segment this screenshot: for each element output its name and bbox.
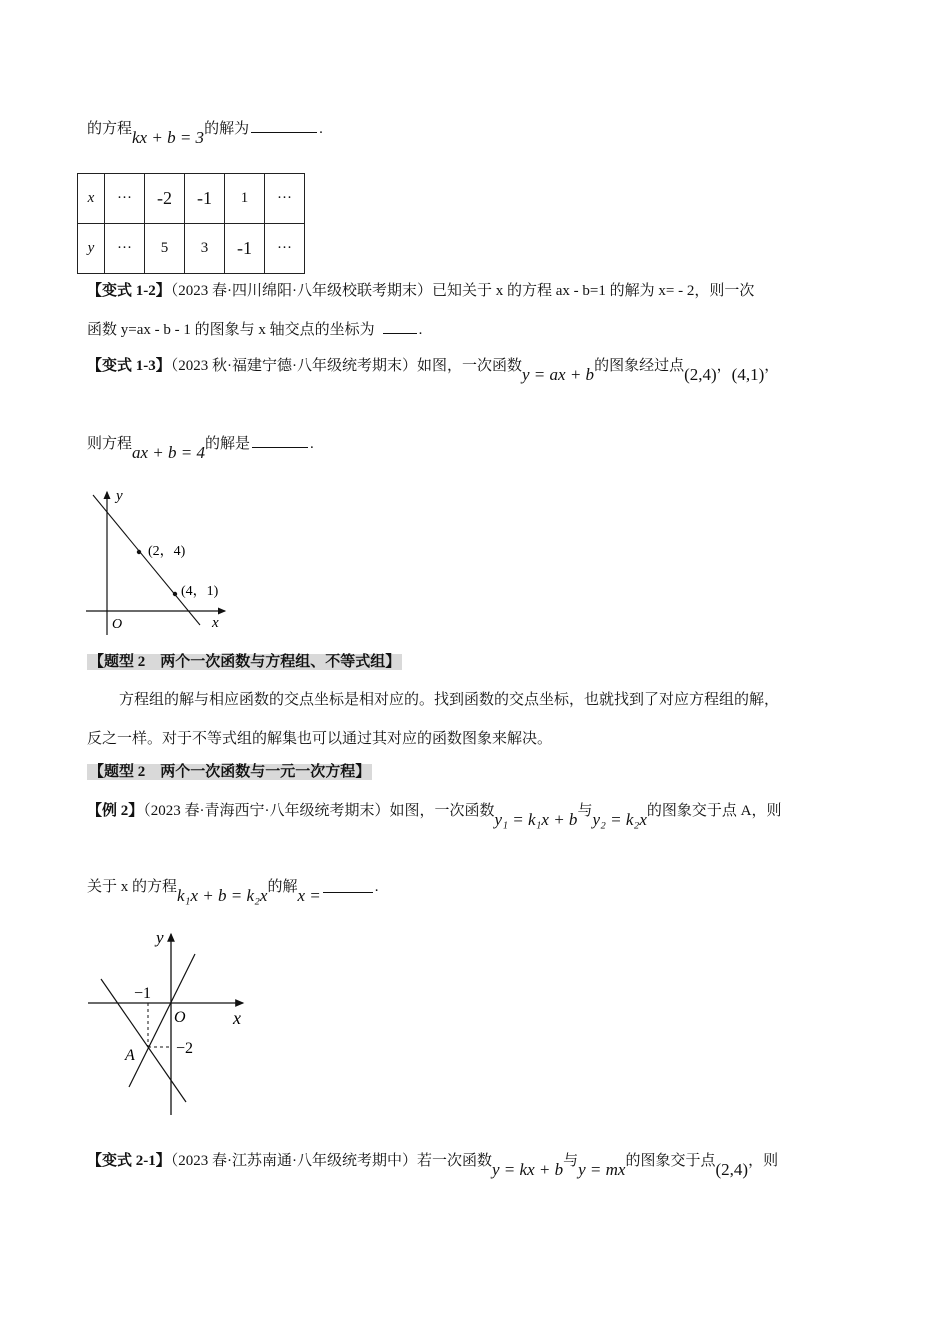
x-axis-label: x [233,1008,241,1028]
row-label: x [78,174,105,224]
equation: ax + b = 4 [132,443,206,462]
answer-blank[interactable] [251,131,317,133]
question-tag: 【例 2】 [87,803,144,819]
question-text: 的解 [267,879,298,895]
separator: ， [764,358,780,374]
answer-blank[interactable] [383,332,417,334]
equation: k₁x + b = k₂x [177,886,268,905]
variant-1-2-line-2 [87,320,422,340]
question-tag: 【变式 1-2】 [87,283,171,299]
variant-1-3-line-2 [87,433,314,462]
variant-2-1-line-1 [87,1150,779,1179]
point-label-4-1: (4，1) [181,584,219,599]
function-expression: y = ax + b [522,365,595,384]
conjunction: 与 [563,1153,579,1169]
question-text: 如图，一次函数 [417,358,523,374]
table-row-y [78,224,305,274]
xy-value-table [77,173,305,274]
answer-blank[interactable] [252,446,308,448]
point-2-4 [137,550,141,554]
function-line [93,495,200,625]
point-2: (4,1) [731,365,765,384]
question-text: ，则 [748,1153,779,1169]
period: . [374,879,379,895]
point-1: (2,4) [684,365,717,384]
figure-line-through-points [80,480,250,640]
function-2: y₂ = k₂x [592,810,647,829]
table-cell: -2 [145,174,185,224]
intersection-point: (2,4) [715,1160,749,1179]
separator: ， [716,358,732,374]
table-cell: 1 [225,174,265,224]
question-text: 如图，一次函数 [389,803,495,819]
question-source: （2023 春·江苏南通·八年级统考期中） [170,1153,417,1169]
question-text: 则方程 [87,436,133,452]
table-cell: 5 [145,224,185,274]
figure-intersecting-lines [80,920,260,1120]
paragraph-text: 反之一样。对于不等式组的解集也可以通过其对应的函数图象来解决。 [87,731,553,747]
period: . [310,436,314,452]
y-axis-label: y [116,488,123,504]
y-axis-label: y [156,928,164,947]
origin-label: O [112,617,123,632]
table-cell: ··· [105,224,145,274]
question-1-tail [87,118,323,147]
table-cell: -1 [225,224,265,274]
origin-label: O [174,1009,186,1026]
table-row-x [78,174,305,224]
x-tick-label: −1 [134,985,152,1002]
section-heading-2a [87,652,402,672]
question-text: 若一次函数 [417,1153,493,1169]
question-tag: 【变式 1-3】 [87,358,171,374]
question-text: 的图象经过点 [594,358,685,374]
section-paragraph-line-1 [119,690,779,710]
table-cell: ··· [105,174,145,224]
section-paragraph-line-2 [87,729,552,749]
table-cell: 3 [185,224,225,274]
intersection-label: A [125,1047,135,1064]
example-2-line-1 [87,800,782,829]
variant-1-3-line-1 [87,355,780,384]
function-1: y = kx + b [492,1160,564,1179]
section-title: 【题型 2 两个一次函数与一元一次方程】 [89,764,371,780]
question-text: 函数 y=ax - b - 1 的图象与 x 轴交点的坐标为 [87,322,375,338]
period: . [319,121,323,137]
table-cell: -1 [185,174,225,224]
point-4-1 [173,592,177,596]
question-source: （2023 春·四川绵阳·八年级校联考期末） [170,283,432,299]
text-suffix: 的解为 [204,121,250,137]
x-axis-label: x [212,615,219,631]
equation: kx + b = 3 [132,128,205,147]
table-cell: ··· [265,224,305,274]
y-tick-label: −2 [176,1040,194,1057]
question-text: 已知关于 x 的方程 ax - b=1 的解为 x= - 2，则一次 [432,283,755,299]
question-source: （2023 秋·福建宁德·八年级统考期末） [170,358,417,374]
function-2: y = mx [578,1160,626,1179]
question-text: 的解是 [205,436,251,452]
period: . [418,322,423,338]
paragraph-text: 方程组的解与相应函数的交点坐标是相对应的。找到函数的交点坐标，也就找到了对应方程组的解， [119,692,780,708]
answer-prefix: x = [297,886,321,905]
section-heading-2b [87,762,372,782]
conjunction: 与 [577,803,593,819]
question-text: 的图象交于点 [625,1153,716,1169]
question-text: 关于 x 的方程 [87,879,178,895]
table-cell: ··· [265,174,305,224]
function-1: y₁ = k₁x + b [494,810,578,829]
example-2-line-2 [87,876,379,905]
answer-blank[interactable] [323,891,373,893]
point-label-2-4: (2，4) [148,544,186,559]
section-title: 【题型 2 两个一次函数与方程组、不等式组】 [89,654,401,670]
question-tag: 【变式 2-1】 [87,1153,171,1169]
question-source: （2023 春·青海西宁·八年级统考期末） [143,803,390,819]
question-text: 的图象交于点 A，则 [646,803,782,819]
text-prefix: 的方程 [87,121,133,137]
variant-1-2-line-1 [87,281,754,301]
row-label: y [78,224,105,274]
